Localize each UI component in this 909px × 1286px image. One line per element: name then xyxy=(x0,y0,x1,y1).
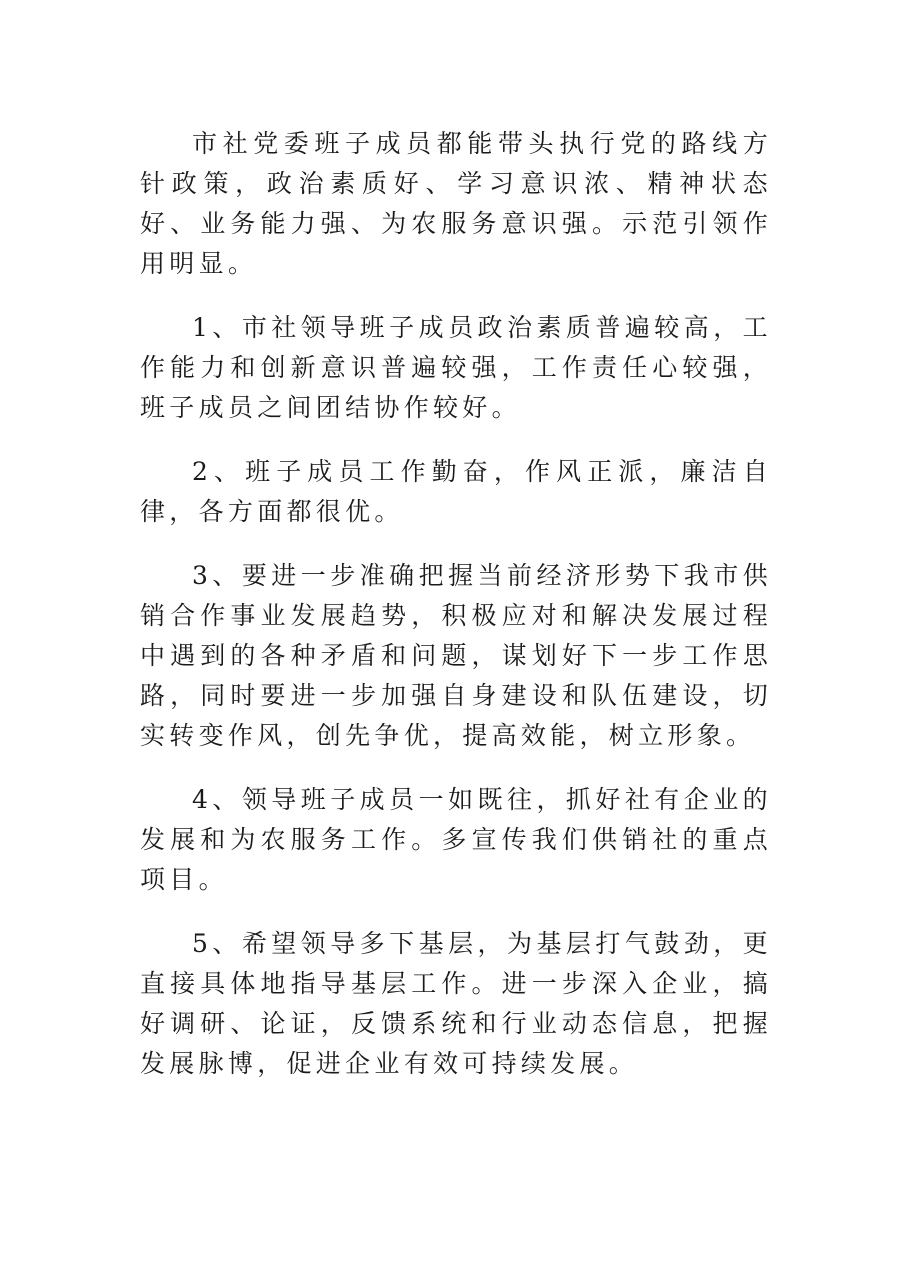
paragraph-item-4: 4、领导班子成员一如既往，抓好社有企业的发展和为农服务工作。多宣传我们供销社的重点项目。 xyxy=(140,785,772,894)
paragraph-item-2: 2、班子成员工作勤奋，作风正派，廉洁自律，各方面都很优。 xyxy=(140,457,772,526)
paragraph-item-1: 1、市社领导班子成员政治素质普遍较高，工作能力和创新意识普遍较强，工作责任心较强，班子成员之间团结协作较好。 xyxy=(140,313,772,422)
paragraph-intro: 市社党委班子成员都能带头执行党的路线方针政策，政治素质好、学习意识浓、精神状态好、业务能力强、为农服务意识强。示范引领作用明显。 xyxy=(140,129,772,278)
paragraph-item-5: 5、希望领导多下基层，为基层打气鼓劲，更直接具体地指导基层工作。进一步深入企业，搞好调研、论证，反馈系统和行业动态信息，把握发展脉博，促进企业有效可持续发展。 xyxy=(140,929,772,1078)
document-body xyxy=(140,124,772,1108)
paragraph-item-3: 3、要进一步准确把握当前经济形势下我市供销合作事业发展趋势，积极应对和解决发展过程中遇到的各种矛盾和问题，谋划好下一步工作思路，同时要进一步加强自身建设和队伍建设，切实转变作风，创先争优，提高效能，树立形象。 xyxy=(140,561,772,750)
